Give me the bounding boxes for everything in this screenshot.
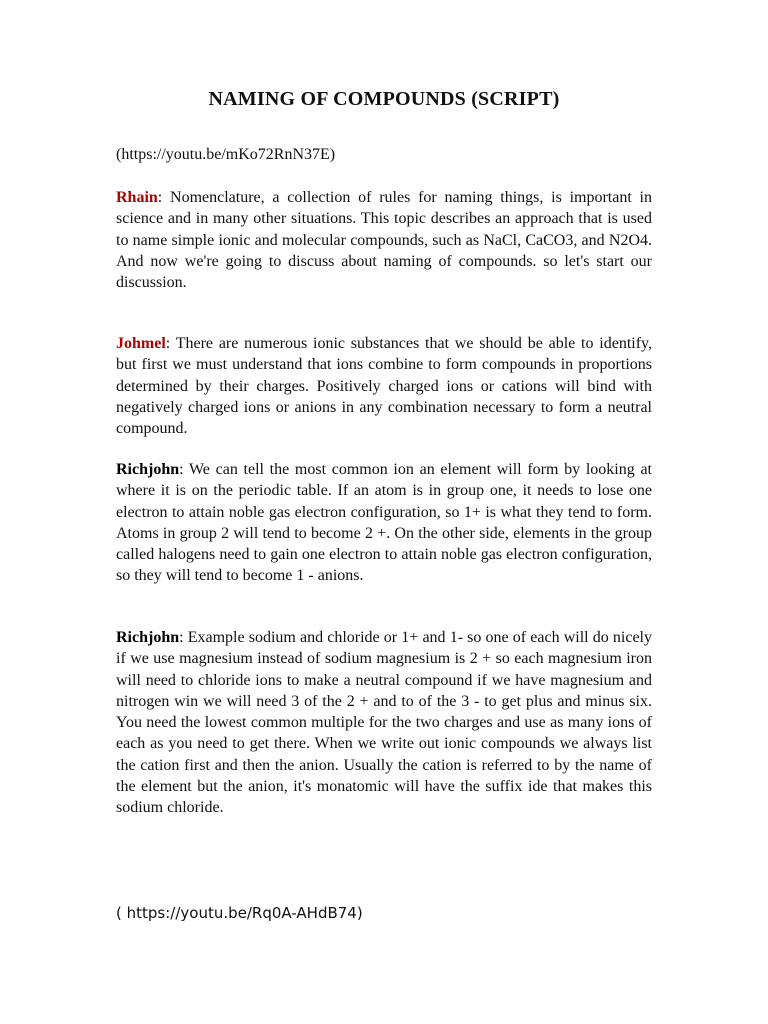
speaker-name: Richjohn [116, 461, 180, 478]
paragraph-johmel [116, 333, 652, 439]
speaker-name: Richjohn [116, 629, 180, 646]
youtube-link-top[interactable]: (https://youtu.be/mKo72RnN37E) [116, 146, 336, 163]
paragraph-text: : There are numerous ionic substances that we should be able to identify, but first we must understand that ions combine to form compounds in proportions determined by their charges. Positively charged ions or cations will bind with negatively charged ions or anions in any combination necessary to form a neutral compound. [116, 335, 652, 438]
paragraph-richjohn-1 [116, 459, 652, 587]
speaker-name: Rhain [116, 189, 158, 206]
youtube-link-bottom[interactable]: ( https://youtu.be/Rq0A-AHdB74) [116, 904, 363, 922]
paragraph-richjohn-2 [116, 627, 652, 819]
paragraph-text: : Example sodium and chloride or 1+ and 1- so one of each will do nicely if we use magnesium instead of sodium magnesium is 2 + so each magnesium iron will need to chloride ions to make a neutral compound if we have magnesium and nitrogen win we will need 3 of the 2 + and to of the 3 - to get plus and minus six. You need the lowest common multiple for the two charges and use as many ions of each as you need to get there. When we write out ionic compounds we always list the cation first and then the anion. Usually the cation is referred to by the name of the element but the anion, it's monatomic will have the suffix ide that makes this sodium chloride. [116, 629, 652, 817]
speaker-name: Johmel [116, 335, 166, 352]
paragraph-text: : Nomenclature, a collection of rules for naming things, is important in science and in many other situations. This topic describes an approach that is used to name simple ionic and molecular compounds, such as NaCl, CaCO3, and N2O4. And now we're going to discuss about naming of compounds. so let's start our discussion. [116, 189, 652, 292]
page-title: NAMING OF COMPOUNDS (SCRIPT) [208, 88, 560, 110]
paragraph-rhain [116, 187, 652, 293]
paragraph-text: : We can tell the most common ion an element will form by looking at where it is on the periodic table. If an atom is in group one, it needs to lose one electron to attain noble gas electron configuration, so 1+ is what they tend to form. Atoms in group 2 will tend to become 2 +. On the other side, elements in the group called halogens need to gain one electron to attain noble gas electron configuration, so they will tend to become 1 - anions. [116, 461, 652, 585]
